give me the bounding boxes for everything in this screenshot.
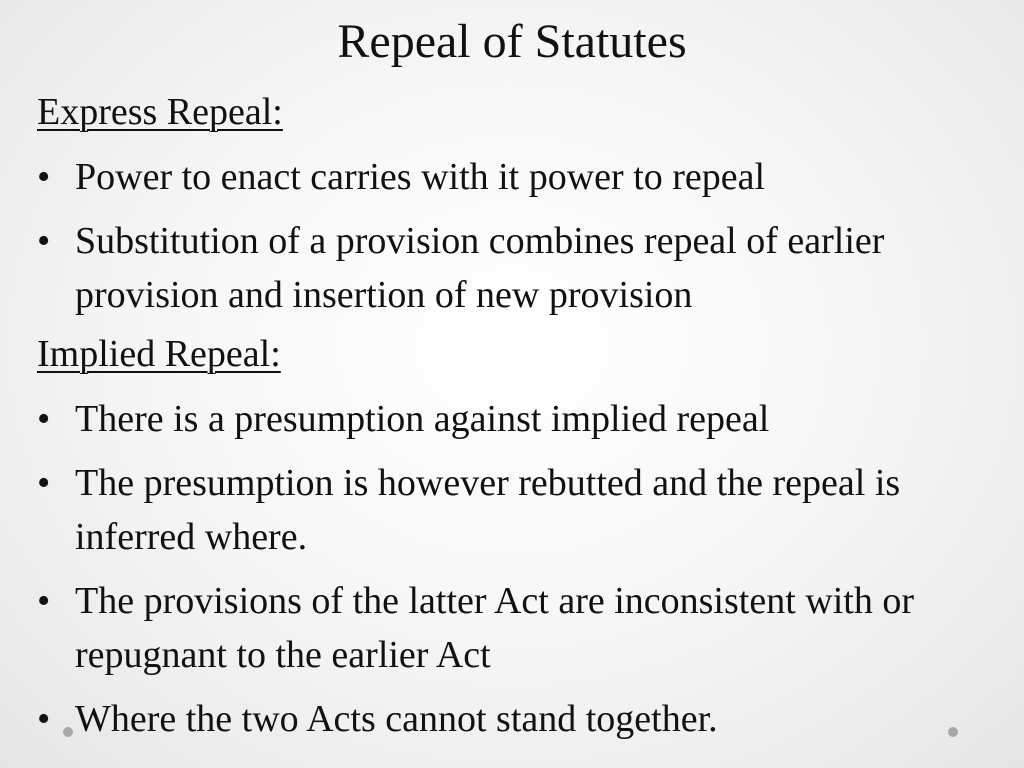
next-slide-dot-icon[interactable] bbox=[948, 727, 958, 737]
bullet-icon: • bbox=[37, 462, 51, 504]
bullet-icon: • bbox=[37, 156, 51, 198]
bullet-icon: • bbox=[37, 398, 51, 440]
bullet-icon: • bbox=[37, 220, 51, 262]
list-item bbox=[37, 214, 997, 322]
slide-content bbox=[37, 90, 997, 756]
list-item bbox=[37, 150, 997, 204]
previous-slide-dot-icon[interactable] bbox=[63, 727, 73, 737]
list-item bbox=[37, 456, 997, 564]
bullet-icon: • bbox=[37, 698, 51, 740]
bullet-text: The provisions of the latter Act are inconsistent with or repugnant to the earlier Act bbox=[75, 580, 914, 676]
bullet-text: Power to enact carries with it power to repeal bbox=[75, 156, 766, 198]
list-item bbox=[37, 574, 997, 682]
implied-repeal-list bbox=[37, 392, 997, 746]
bullet-icon: • bbox=[37, 580, 51, 622]
section-heading-express-repeal: Express Repeal: bbox=[37, 91, 283, 133]
section-heading-implied-repeal: Implied Repeal: bbox=[37, 333, 281, 375]
list-item bbox=[37, 392, 997, 446]
bullet-text: Substitution of a provision combines repeal of earlier provision and insertion of new provision bbox=[75, 220, 885, 316]
express-repeal-list bbox=[37, 150, 997, 322]
slide-title: Repeal of Statutes bbox=[337, 15, 687, 68]
bullet-text: The presumption is however rebutted and the repeal is inferred where. bbox=[75, 462, 901, 558]
list-item bbox=[37, 692, 997, 746]
bullet-text: There is a presumption against implied repeal bbox=[75, 398, 770, 440]
bullet-text: Where the two Acts cannot stand together. bbox=[75, 698, 718, 740]
